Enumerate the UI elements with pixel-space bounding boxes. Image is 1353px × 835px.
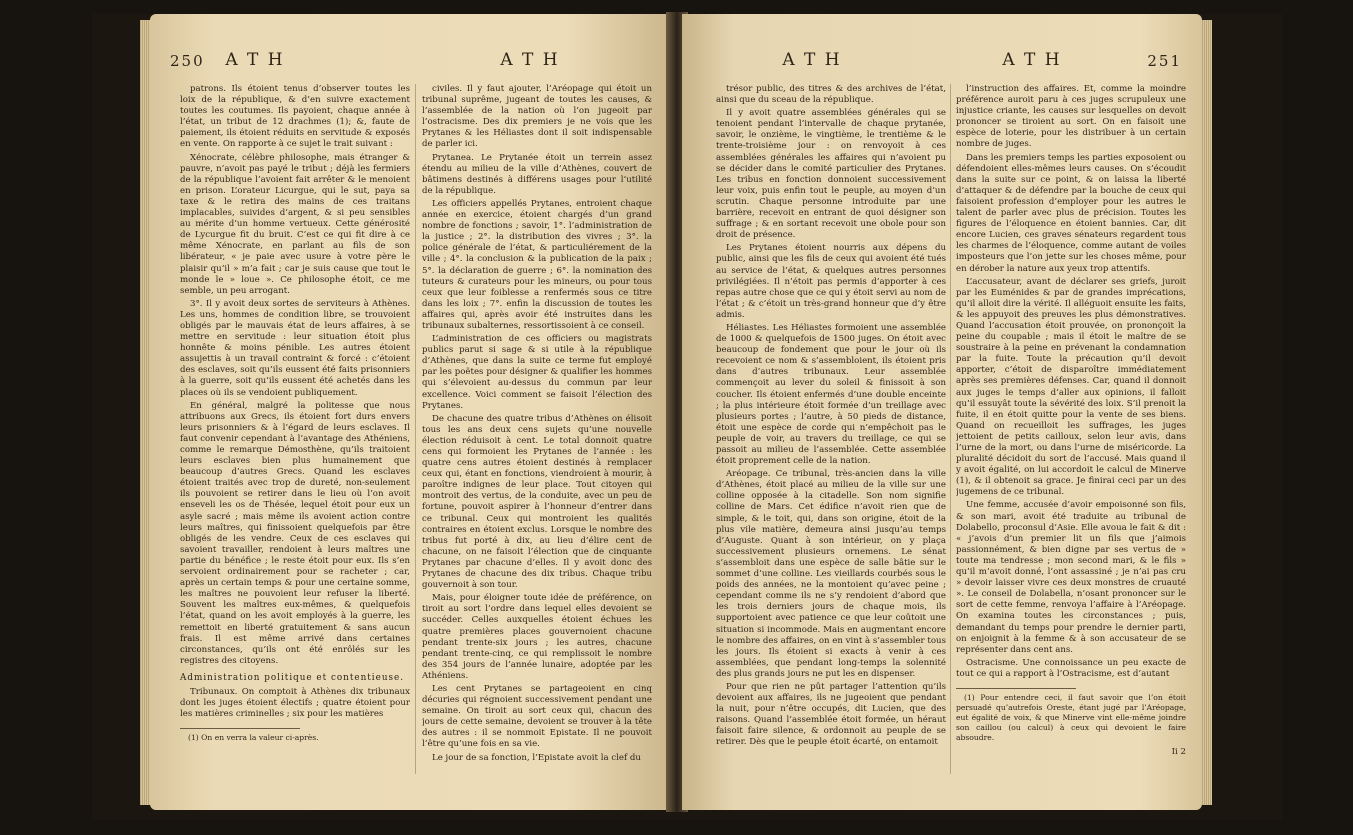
paragraph: civiles. Il y faut ajouter, l’Aréopage qui étoit un tribunal suprême, jugeant de toutes les causes, & l’assemblée de la nation où l’on jugeoit par l’ostracisme. Des dix premiers je ne vois que les Prytanes & les Héliastes dont il soit indispensable de parler ici. [422, 84, 652, 150]
right-page-column-2 [956, 84, 1186, 784]
paragraph: Il y avoit quatre assemblées générales qui se tenoient pendant l’intervalle de chaque prytanée, savoir, le onzième, le vingtième, le trentième & le trente-troisième jour : on renvoyoit à ces assemblées générales les affaires qui n’avoient pu se décider dans le comité particulier des Prytanes. Les tribus en fonction donnoient successivement leur voix, puis enfin tout le peuple, au moyen d’un scrutin. Chaque personne introduite par une barrière, recevoit en entrant de quoi désigner son suffrage ; & en sortant recevoit une obole pour son droit de présence. [716, 108, 946, 241]
paragraph: En général, malgré la politesse que nous attribuons aux Grecs, ils étoient fort durs envers leurs prisonniers & à l’égard de leurs esclaves. Il faut convenir cependant à l’avantage des Athéniens, comme le remarque Démosthène, qu’ils traitoient leurs esclaves bien plus humainement que beaucoup d’autres Grecs. Quand les esclaves étoient traités avec trop de dureté, non-seulement ils pouvoient se retirer dans le lieu où l’on avoit enseveli les os de Thésée, lequel étoit pour eux un asyle sacré ; mais même ils avoient action contre leurs maîtres, qui finissoient quelquefois par être obligés de les vendre. Ceux de ces esclaves qui savoient travailler, rendoient à leurs maîtres une partie du bénéfice ; le reste étoit pour eux. Ils s’en servoient ordinairement pour se racheter ; car, après un certain temps & pour une certaine somme, les maîtres ne pouvoient leur refuser la liberté. Souvent les maîtres eux-mêmes, & quelquefois l’état, quand on les avoit employés à la guerre, les remettoit en liberté gratuitement & sans aucun frais. Il est même arrivé dans certaines circonstances, qu’ils ont été enrôlés sur les registres des citoyens. [180, 400, 410, 666]
right-page-edges [1202, 20, 1212, 805]
left-page-column-1 [180, 84, 410, 784]
left-page [150, 14, 670, 810]
paragraph: Mais, pour éloigner toute idée de préférence, on tiroit au sort l’ordre dans lequel elles devoient se succéder. Celles auxquelles étoient échues les quatre premières places gouvernoient chacune pendant trente-six jours ; les autres, chacune pendant trente-cinq, ce qui remplissoit le nombre des 354 jours de l’année lunaire, adoptée par les Athéniens. [422, 593, 652, 681]
paragraph: L’administration de ces officiers ou magistrats publics parut si sage & si utile à la république d’Athènes, que dans la suite ce terme fut employé par les poëtes pour désigner & qualifier les hommes qui s’élevoient au-dessus du commun par leur excellence. Voici comment se faisoit l’élection des Prytanes. [422, 334, 652, 411]
page-number: 250 [170, 52, 205, 70]
running-head-center: A T H [500, 50, 560, 70]
paragraph: De chacune des quatre tribus d’Athènes on élisoit tous les ans deux cens sujets qu’une nouvelle élection réduisoit à cent. Le total donnoit quatre cens qui formoient les Prytanes de l’année : les quatre cens autres étoient destinés à remplacer ceux qui, étant en fonctions, viendroient à mourir, à paroître indignes de leur place. Tout citoyen qui montroit des vertus, de la conduite, avec un peu de fortune, pouvoit aspirer à l’honneur d’entrer dans ce tribunal. Ceux qui montroient les qualités contraires en étoient exclus. Lorsque le nombre des tribus fut porté à dix, au lieu d’élire cent de chacune, on ne faisoit l’élection que de cinquante Prytanes par chacune d’elles. Il y avoit donc des Prytanes de chacune des dix tribus. Chaque tribu gouvernoit à son tour. [422, 413, 652, 591]
paragraph: Pour que rien ne pût partager l’attention qu’ils devoient aux affaires, ils ne jugeoient que pendant la nuit, pour n’être occupés, dit Lucien, que des raisons. Quand l’assemblée étoit formée, un héraut faisoit faire silence, & ordonnoit au peuple de se retirer. Dès que le peuple étoit écarté, on entamoit [716, 681, 946, 748]
right-page [682, 14, 1202, 810]
page-number: 251 [1147, 52, 1182, 70]
paragraph: Xénocrate, célèbre philosophe, mais étranger & pauvre, n’avoit pas payé le tribut ; déjà les fermiers de la république l’avoient fait arrêter & le menoient en prison. L’orateur Licurgue, qui le sut, paya sa taxe & le retira des mains de ces traitans implacables, suivides d’argent, & si peu sensibles au mérite d’un homme vertueux. Cette générosité de Lycurgue fit du bruit. C’est ce qui fit dire à ce même Xénocrate, en parlant au fils de son libérateur, « je paie avec usure à votre père le plaisir qu’il » m’a fait ; car je suis cause que tout le monde le » loue ». Ce philosophe étoit, ce me semble, un peu arrogant. [180, 152, 410, 296]
paragraph: Le jour de sa fonction, l’Epistate avoit la clef du [432, 752, 641, 763]
running-head: A T H [225, 50, 285, 70]
paragraph: Une femme, accusée d’avoir empoisonné son fils, & son mari, avoit été traduite au tribunal de Dolabello, proconsul d’Asie. Elle avoua le fait & dit : « j’avois d’un premier lit un fils que j’aimois passionnément, & bien digne par ses vertus de » toute ma tendresse ; mon second mari, & le fils » qu’il m’avoit donné, l’ont assassiné ; je n’ai pas cru » devoir laisser vivre ces deux monstres de cruauté ». Le conseil de Dolabella, n’osant prononcer sur le sort de cette femme, renvoya l’affaire à l’Aréopage. On examina toutes les circonstances ; puis, demandant du temps pour prendre le dernier parti, on enjoignit à la femme & à son accusateur de se représenter dans cent ans. [956, 500, 1186, 655]
paragraph: Dans les premiers temps les parties exposoient ou défendoient elles-mêmes leurs causes. On s’écoudit dans la suite sur ce point, & on laissa la liberté d’attaquer & de défendre par la bouche de ceux qui faisoient profession d’employer pour les autres le talent de parler avec plus de précision. Toutes les figures de l’éloquence en étoient bannies. Car, dit encore Lucien, ces graves sénateurs regardent tous les charmes de l’éloquence, comme autant de voiles imposteurs que l’on jette sur les choses même, pour en dérober la nature aux yeux trop attentifs. [956, 152, 1186, 274]
right-page-column-1 [716, 84, 946, 784]
paragraph: L’accusateur, avant de déclarer ses griefs, juroit par les Euménides & par de grandes imprécations, qu’il alloit dire la vérité. Il alléguoit ensuite les faits, & les appuyoit des preuves les plus démonstratives. Quand l’accusation étoit prouvée, on prononçoit la peine du coupable ; mais il étoit le maître de se soustraire à la peine en prévenant la condamnation par la fuite. Toute la précaution qu’il devoit apporter, c’étoit de disparoître immédiatement après ses premières défenses. Car, quand il donnoit aux juges le temps d’aller aux opinions, il falloit qu’il essuyât toute la sévérité des loix. S’il prenoit la fuite, il en étoit quitte pour la vente de ses biens. Quand on recueilloit les suffrages, les juges jettoient de petits cailloux, selon leur avis, dans l’urne de la mort, ou dans l’urne de miséricorde. La pluralité décidoit du sort de l’accusé. Mais quand il y avoit égalité, on lui accordoit le calcul de Minerve (1), & il obtenoit sa grace. Je finirai ceci par un des jugemens de ce tribunal. [956, 276, 1186, 498]
footnote: (1) Pour entendre ceci, il faut savoir que l’on étoit persuadé qu’autrefois Oreste, étant jugé par l’Aréopage, eut égalité de voix, & que Minerve vint elle-même joindre son caillou (ou calcul) à ceux qui devoient le faire absoudre. [956, 692, 1186, 742]
running-head: A T H [782, 50, 842, 70]
running-head-center: A T H [1002, 50, 1062, 70]
paragraph: Ostracisme. Une connoissance un peu exacte de tout ce qui a rapport à l’Ostracisme, est d’autant [956, 657, 1186, 679]
column-divider [415, 84, 416, 774]
paragraph: Prytanea. Le Prytanée étoit un terrein assez étendu au milieu de la ville d’Athènes, couvert de bâtimens destinés à différens usages pour l’utilité de la république. [422, 152, 652, 196]
right-page-header [702, 50, 1182, 80]
signature-mark: Ii 2 [1171, 746, 1186, 757]
section-heading: Administration politique et contentieuse. [180, 672, 404, 683]
paragraph: trésor public, des titres & des archives de l’état, ainsi que du sceau de la république. [716, 84, 946, 106]
paragraph: Héliastes. Les Héliastes formoient une assemblée de 1000 & quelquefois de 1500 juges. On étoit avec beaucoup de fondement que pour le jour où ils recevoient ce nom & s’assembloient, ils étoient pris dans d’autres tribunaux. Leur assemblée commençoit au lever du soleil & finissoit à son coucher. Ils étoient enfermés d’une double enceinte ; la plus intérieure étoit formée d’un treillage avec plusieurs portes ; l’autre, à 50 pieds de distance, étoit une espèce de corde qui n’empêchoit pas le peuple de voir, au travers du treillage, ce qui se passoit au milieu de l’assemblée. Cette assemblée étoit proprement celle de la nation. [716, 322, 946, 467]
footnote: (1) On en verra la valeur ci-après. [188, 733, 319, 743]
left-page-edges [140, 20, 150, 805]
paragraph: 3°. Il y avoit deux sortes de serviteurs à Athènes. Les uns, hommes de condition libre, se trouvoient obligés par le mauvais état de leurs affaires, à se mettre en servitude : leur situation étoit plus honnête & moins pénible. Les autres étoient assujettis à un travail contraint & forcé : c’étoient des esclaves, soit qu’ils eussent été faits prisonniers à la guerre, soit qu’ils eussent été achetés dans les places où ils se vendoient publiquement. [180, 298, 410, 398]
column-divider [950, 84, 951, 774]
paragraph: Les Prytanes étoient nourris aux dépens du public, ainsi que les fils de ceux qui avoient été tués au service de l’état, & quelques autres personnes privilégiées. Il n’étoit pas permis d’apporter à ces repas autre chose que ce qui y étoit servi au nom de l’état ; & c’étoit un très-grand honneur que d’y être admis. [716, 243, 946, 320]
paragraph: Tribunaux. On comptoit à Athènes dix tribunaux dont les juges étoient électifs ; quatre étoient pour les matières criminelles ; six pour les matières [180, 686, 410, 720]
paragraph: Les cent Prytanes se partageoient en cinq décuries qui régnoient successivement pendant une semaine. On tiroit au sort ceux qui, chacun des jours de cette semaine, devoient se trouver à la tête des autres : il se nommoit Epistate. Il ne pouvoit l’être qu’une fois en sa vie. [422, 683, 652, 750]
paragraph: Aréopage. Ce tribunal, très-ancien dans la ville d’Athènes, étoit placé au milieu de la ville sur une colline opposée à la citadelle. Son nom signifie colline de Mars. Cet édifice n’avoit rien que de simple, & le toit, qui, dans son origine, étoit de la plus vile matière, demeura ainsi jusqu’au temps d’Auguste. Quant à son intérieur, on y plaça successivement plusieurs ornemens. Le sénat s’assembloit dans une espèce de salle bâtie sur le sommet d’une colline. Les vieillards courbés sous le poids des années, ne la montoient qu’avec peine ; cependant comme ils ne s’y rendoient d’abord que les trois derniers jours de chaque mois, ils supportoient avec patience ce que leur coûtoit une situation si incommode. Mais en augmentant encore le nombre des affaires, on en vint à s’assembler tous les jours. Ils étoient si exacts à venir à ces assemblées, que pendant long-temps la solennité des plus grands jours ne put les en dispenser. [716, 469, 946, 679]
footnote-rule [956, 688, 1076, 689]
paragraph: patrons. Ils étoient tenus d’observer toutes les loix de la république, & d’en suivre exactement toutes les coutumes. Ils payoient, chaque année à l’état, un tribut de 12 drachmes (1); &, faute de paiement, ils étoient réduits en servitude & exposés en vente. On rapporte à ce sujet le trait suivant : [180, 84, 410, 150]
paragraph: Les officiers appellés Prytanes, entroient chaque année en exercice, étoient chargés d’un grand nombre de fonctions ; savoir, 1°. l’administration de la justice ; 2°. la distribution des vivres ; 3°. la police générale de l’état, & particuliérement de la ville ; 4°. la conclusion & la publication de la paix ; 5°. la déclaration de guerre ; 6°. la nomination des tuteurs & curateurs pour les mineurs, ou pour tous ceux que leur foiblesse a renfermés sous ce titre dans les loix ; 7°. enfin la discussion de toutes les affaires qui, après avoir été instruites dans les tribunaux subalternes, ressortissoient à ce conseil. [422, 198, 652, 331]
left-page-column-2 [422, 84, 652, 784]
footnote-rule [180, 728, 300, 729]
paragraph: l’instruction des affaires. Et, comme la moindre préférence auroit paru à ces juges scrupuleux une injustice criante, les causes sur lesquelles on devoit prononcer se tiroient au sort. On en faisoit une espèce de loterie, pour les distribuer à un certain nombre de juges. [956, 84, 1186, 150]
left-page-header [170, 50, 650, 80]
